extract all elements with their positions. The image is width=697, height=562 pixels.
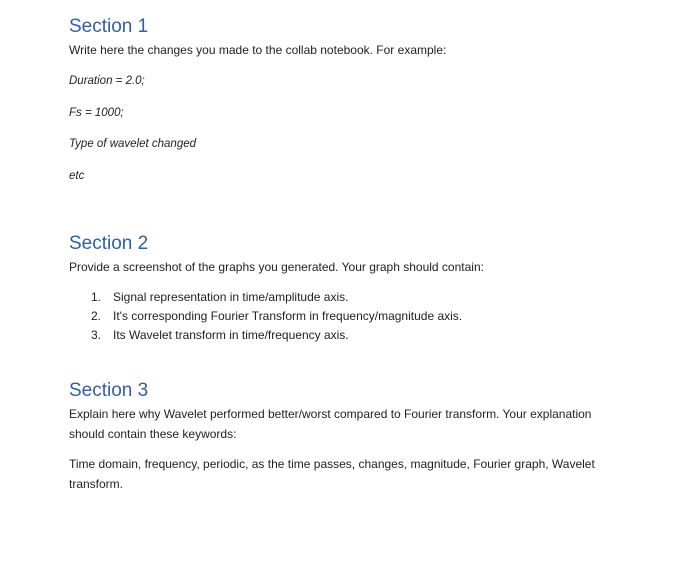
section-3-paragraph-2: Time domain, frequency, periodic, as the time passes, changes, magnitude, Fourier graph, Wavelet transform. — [69, 457, 595, 491]
section-3-paragraph-1: Explain here why Wavelet performed better/worst compared to Fourier transform. Your explanation should contain these keywords: — [69, 407, 592, 441]
list-item-text: Its Wavelet transform in time/frequency axis. — [113, 328, 349, 342]
graph-requirements-list — [91, 288, 462, 345]
section-1-intro: Write here the changes you made to the collab notebook. For example: — [69, 43, 447, 57]
list-item — [91, 307, 462, 326]
section-3-heading: Section 3 — [69, 380, 149, 401]
example-fs: Fs = 1000; — [69, 107, 124, 119]
list-item — [91, 326, 462, 345]
list-item-text: Signal representation in time/amplitude axis. — [113, 290, 349, 304]
list-item-number: 2. — [91, 309, 102, 323]
section-2-intro: Provide a screenshot of the graphs you generated. Your graph should contain: — [69, 260, 484, 274]
list-item — [91, 288, 462, 307]
list-item-number: 3. — [91, 328, 102, 342]
example-etc: etc — [69, 170, 85, 182]
list-item-text: It's corresponding Fourier Transform in frequency/magnitude axis. — [113, 309, 463, 323]
list-item-number: 1. — [91, 290, 102, 304]
section-1-heading: Section 1 — [69, 16, 149, 37]
example-duration: Duration = 2.0; — [69, 75, 145, 87]
example-wavelet-type: Type of wavelet changed — [69, 138, 197, 150]
section-2-heading: Section 2 — [69, 233, 149, 254]
